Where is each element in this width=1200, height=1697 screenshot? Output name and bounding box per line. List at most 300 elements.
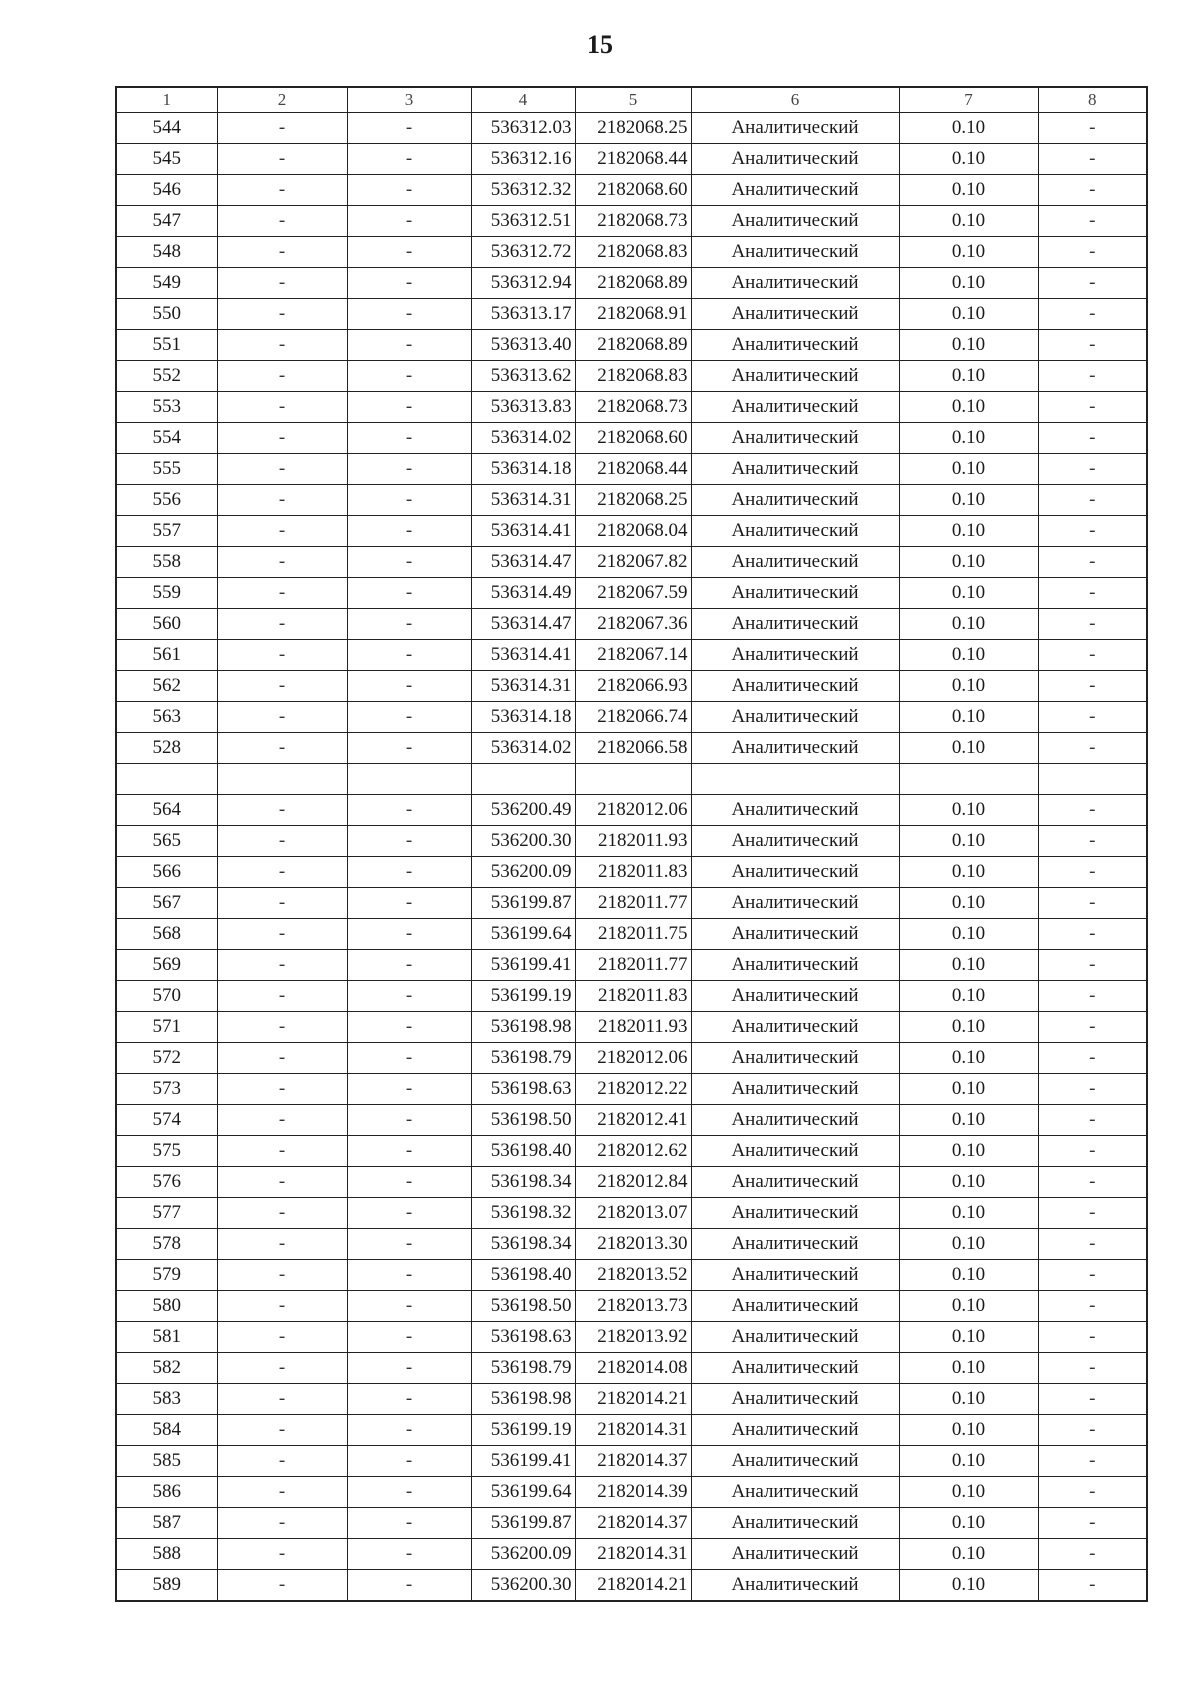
cell-col-8: - xyxy=(1038,392,1147,423)
cell-y-coordinate: 2182068.60 xyxy=(575,175,691,206)
cell-accuracy: 0.10 xyxy=(899,1074,1038,1105)
cell-col-3: - xyxy=(347,1291,471,1322)
cell-col-8: - xyxy=(1038,671,1147,702)
cell-y-coordinate: 2182011.93 xyxy=(575,1012,691,1043)
cell-col-2: - xyxy=(217,1198,347,1229)
table-row xyxy=(116,1446,1147,1477)
header-cell-col-2: 2 xyxy=(217,87,347,113)
cell-y-coordinate: 2182067.59 xyxy=(575,578,691,609)
cell-x-coordinate: 536312.03 xyxy=(471,113,575,144)
cell-method: Аналитический xyxy=(691,671,899,702)
cell-point-number: 548 xyxy=(116,237,217,268)
table-row xyxy=(116,392,1147,423)
cell-y-coordinate: 2182012.06 xyxy=(575,1043,691,1074)
cell-col-8: - xyxy=(1038,361,1147,392)
cell-point-number: 570 xyxy=(116,981,217,1012)
cell-col-8: - xyxy=(1038,1167,1147,1198)
cell-y-coordinate: 2182014.31 xyxy=(575,1415,691,1446)
cell-method: Аналитический xyxy=(691,144,899,175)
cell-accuracy: 0.10 xyxy=(899,1136,1038,1167)
cell-x-coordinate: 536198.40 xyxy=(471,1260,575,1291)
cell-col-2: - xyxy=(217,547,347,578)
cell-y-coordinate: 2182014.21 xyxy=(575,1570,691,1602)
cell-point-number: 558 xyxy=(116,547,217,578)
cell-accuracy: 0.10 xyxy=(899,175,1038,206)
cell-x-coordinate: 536198.50 xyxy=(471,1291,575,1322)
cell-col-3: - xyxy=(347,1508,471,1539)
table-row xyxy=(116,485,1147,516)
cell-col-8: - xyxy=(1038,1074,1147,1105)
cell-x-coordinate: 536314.41 xyxy=(471,640,575,671)
cell-x-coordinate: 536199.19 xyxy=(471,1415,575,1446)
header-cell-col-7: 7 xyxy=(899,87,1038,113)
cell-x-coordinate: 536198.34 xyxy=(471,1167,575,1198)
table-row xyxy=(116,671,1147,702)
cell-method: Аналитический xyxy=(691,454,899,485)
cell-accuracy: 0.10 xyxy=(899,268,1038,299)
cell-x-coordinate: 536200.30 xyxy=(471,826,575,857)
table-row xyxy=(116,1539,1147,1570)
cell-x-coordinate xyxy=(471,764,575,795)
cell-col-3: - xyxy=(347,237,471,268)
table-row xyxy=(116,361,1147,392)
cell-accuracy: 0.10 xyxy=(899,299,1038,330)
table-row xyxy=(116,702,1147,733)
cell-method: Аналитический xyxy=(691,888,899,919)
table-row xyxy=(116,640,1147,671)
cell-col-3: - xyxy=(347,516,471,547)
cell-col-8: - xyxy=(1038,1508,1147,1539)
cell-accuracy: 0.10 xyxy=(899,671,1038,702)
cell-method: Аналитический xyxy=(691,702,899,733)
cell-col-8: - xyxy=(1038,981,1147,1012)
cell-x-coordinate: 536198.79 xyxy=(471,1043,575,1074)
cell-col-8: - xyxy=(1038,1043,1147,1074)
cell-col-8: - xyxy=(1038,268,1147,299)
cell-point-number: 554 xyxy=(116,423,217,454)
cell-y-coordinate: 2182011.83 xyxy=(575,981,691,1012)
cell-col-3: - xyxy=(347,485,471,516)
cell-col-3: - xyxy=(347,547,471,578)
cell-y-coordinate: 2182013.30 xyxy=(575,1229,691,1260)
cell-y-coordinate: 2182066.74 xyxy=(575,702,691,733)
cell-y-coordinate: 2182013.73 xyxy=(575,1291,691,1322)
cell-accuracy: 0.10 xyxy=(899,330,1038,361)
cell-method: Аналитический xyxy=(691,516,899,547)
table-row xyxy=(116,1229,1147,1260)
cell-accuracy xyxy=(899,764,1038,795)
cell-col-3: - xyxy=(347,1105,471,1136)
cell-col-3: - xyxy=(347,1198,471,1229)
cell-accuracy: 0.10 xyxy=(899,1508,1038,1539)
cell-x-coordinate: 536200.09 xyxy=(471,857,575,888)
header-cell-col-3: 3 xyxy=(347,87,471,113)
cell-point-number: 555 xyxy=(116,454,217,485)
cell-col-8: - xyxy=(1038,950,1147,981)
cell-y-coordinate: 2182014.21 xyxy=(575,1384,691,1415)
cell-method: Аналитический xyxy=(691,640,899,671)
cell-col-8: - xyxy=(1038,1322,1147,1353)
cell-y-coordinate: 2182066.58 xyxy=(575,733,691,764)
cell-col-2: - xyxy=(217,1043,347,1074)
cell-accuracy: 0.10 xyxy=(899,206,1038,237)
table-row xyxy=(116,1105,1147,1136)
cell-col-8: - xyxy=(1038,485,1147,516)
cell-point-number: 528 xyxy=(116,733,217,764)
cell-y-coordinate: 2182066.93 xyxy=(575,671,691,702)
cell-col-8: - xyxy=(1038,1384,1147,1415)
cell-method: Аналитический xyxy=(691,1384,899,1415)
cell-method: Аналитический xyxy=(691,1446,899,1477)
cell-accuracy: 0.10 xyxy=(899,857,1038,888)
cell-point-number: 561 xyxy=(116,640,217,671)
cell-point-number: 578 xyxy=(116,1229,217,1260)
cell-col-3: - xyxy=(347,423,471,454)
cell-y-coordinate: 2182068.04 xyxy=(575,516,691,547)
cell-x-coordinate: 536312.72 xyxy=(471,237,575,268)
cell-y-coordinate: 2182014.37 xyxy=(575,1446,691,1477)
cell-y-coordinate: 2182068.25 xyxy=(575,113,691,144)
cell-accuracy: 0.10 xyxy=(899,1291,1038,1322)
cell-accuracy: 0.10 xyxy=(899,1384,1038,1415)
cell-y-coordinate: 2182014.08 xyxy=(575,1353,691,1384)
cell-accuracy: 0.10 xyxy=(899,1353,1038,1384)
cell-col-8: - xyxy=(1038,1415,1147,1446)
cell-col-2: - xyxy=(217,702,347,733)
cell-point-number: 544 xyxy=(116,113,217,144)
cell-x-coordinate: 536198.63 xyxy=(471,1322,575,1353)
cell-col-8: - xyxy=(1038,330,1147,361)
cell-x-coordinate: 536199.64 xyxy=(471,919,575,950)
cell-y-coordinate: 2182068.60 xyxy=(575,423,691,454)
cell-col-2: - xyxy=(217,1260,347,1291)
cell-point-number: 551 xyxy=(116,330,217,361)
cell-col-3: - xyxy=(347,888,471,919)
cell-col-2: - xyxy=(217,113,347,144)
table-row xyxy=(116,1477,1147,1508)
cell-y-coordinate: 2182068.89 xyxy=(575,330,691,361)
cell-col-2: - xyxy=(217,454,347,485)
cell-col-2: - xyxy=(217,392,347,423)
cell-x-coordinate: 536314.41 xyxy=(471,516,575,547)
cell-col-3: - xyxy=(347,1012,471,1043)
cell-method: Аналитический xyxy=(691,1539,899,1570)
cell-col-8: - xyxy=(1038,1012,1147,1043)
cell-x-coordinate: 536198.79 xyxy=(471,1353,575,1384)
table-row xyxy=(116,175,1147,206)
table-row xyxy=(116,237,1147,268)
cell-point-number: 583 xyxy=(116,1384,217,1415)
cell-col-3: - xyxy=(347,950,471,981)
cell-col-3: - xyxy=(347,113,471,144)
cell-accuracy: 0.10 xyxy=(899,1477,1038,1508)
cell-col-2: - xyxy=(217,671,347,702)
cell-y-coordinate: 2182011.77 xyxy=(575,950,691,981)
cell-accuracy: 0.10 xyxy=(899,1043,1038,1074)
cell-col-3: - xyxy=(347,1167,471,1198)
cell-col-8 xyxy=(1038,764,1147,795)
cell-method: Аналитический xyxy=(691,547,899,578)
cell-point-number: 568 xyxy=(116,919,217,950)
cell-col-8: - xyxy=(1038,516,1147,547)
cell-col-3: - xyxy=(347,1353,471,1384)
cell-method: Аналитический xyxy=(691,795,899,826)
cell-method: Аналитический xyxy=(691,237,899,268)
cell-x-coordinate: 536199.87 xyxy=(471,1508,575,1539)
cell-y-coordinate: 2182067.14 xyxy=(575,640,691,671)
cell-accuracy: 0.10 xyxy=(899,640,1038,671)
cell-accuracy: 0.10 xyxy=(899,1415,1038,1446)
cell-point-number: 545 xyxy=(116,144,217,175)
cell-col-8: - xyxy=(1038,206,1147,237)
cell-x-coordinate: 536313.17 xyxy=(471,299,575,330)
cell-point-number: 565 xyxy=(116,826,217,857)
table-row xyxy=(116,1508,1147,1539)
cell-accuracy: 0.10 xyxy=(899,516,1038,547)
cell-y-coordinate: 2182068.83 xyxy=(575,361,691,392)
cell-method: Аналитический xyxy=(691,1074,899,1105)
cell-accuracy: 0.10 xyxy=(899,454,1038,485)
cell-y-coordinate: 2182012.41 xyxy=(575,1105,691,1136)
cell-accuracy: 0.10 xyxy=(899,423,1038,454)
cell-method: Аналитический xyxy=(691,330,899,361)
cell-col-3: - xyxy=(347,1539,471,1570)
cell-x-coordinate: 536314.18 xyxy=(471,454,575,485)
cell-y-coordinate: 2182068.44 xyxy=(575,144,691,175)
cell-col-8: - xyxy=(1038,578,1147,609)
cell-col-3: - xyxy=(347,702,471,733)
cell-y-coordinate: 2182013.07 xyxy=(575,1198,691,1229)
header-cell-col-6: 6 xyxy=(691,87,899,113)
cell-col-3: - xyxy=(347,299,471,330)
cell-col-8: - xyxy=(1038,423,1147,454)
table-row xyxy=(116,113,1147,144)
cell-x-coordinate: 536199.64 xyxy=(471,1477,575,1508)
table-row xyxy=(116,547,1147,578)
cell-y-coordinate: 2182068.83 xyxy=(575,237,691,268)
cell-accuracy: 0.10 xyxy=(899,733,1038,764)
cell-point-number: 562 xyxy=(116,671,217,702)
cell-point-number: 579 xyxy=(116,1260,217,1291)
cell-method: Аналитический xyxy=(691,175,899,206)
cell-method: Аналитический xyxy=(691,919,899,950)
cell-col-2: - xyxy=(217,826,347,857)
cell-accuracy: 0.10 xyxy=(899,1570,1038,1602)
cell-col-3: - xyxy=(347,671,471,702)
cell-col-8: - xyxy=(1038,1136,1147,1167)
cell-x-coordinate: 536314.31 xyxy=(471,671,575,702)
cell-accuracy: 0.10 xyxy=(899,144,1038,175)
cell-col-2: - xyxy=(217,981,347,1012)
cell-method: Аналитический xyxy=(691,1477,899,1508)
cell-x-coordinate: 536198.40 xyxy=(471,1136,575,1167)
cell-method: Аналитический xyxy=(691,857,899,888)
cell-point-number: 571 xyxy=(116,1012,217,1043)
table-row xyxy=(116,826,1147,857)
cell-col-8: - xyxy=(1038,1291,1147,1322)
cell-col-8: - xyxy=(1038,795,1147,826)
cell-point-number: 576 xyxy=(116,1167,217,1198)
cell-method: Аналитический xyxy=(691,1136,899,1167)
cell-y-coordinate: 2182012.62 xyxy=(575,1136,691,1167)
table-row xyxy=(116,578,1147,609)
cell-col-2: - xyxy=(217,888,347,919)
cell-col-8: - xyxy=(1038,919,1147,950)
cell-col-2: - xyxy=(217,144,347,175)
cell-col-8: - xyxy=(1038,1260,1147,1291)
cell-col-2: - xyxy=(217,1167,347,1198)
table-body xyxy=(116,87,1147,1601)
cell-col-2: - xyxy=(217,1105,347,1136)
cell-method: Аналитический xyxy=(691,1353,899,1384)
cell-point-number: 552 xyxy=(116,361,217,392)
table-row xyxy=(116,888,1147,919)
cell-method: Аналитический xyxy=(691,1012,899,1043)
cell-point-number: 574 xyxy=(116,1105,217,1136)
cell-y-coordinate: 2182012.22 xyxy=(575,1074,691,1105)
table-row xyxy=(116,1260,1147,1291)
cell-point-number: 559 xyxy=(116,578,217,609)
cell-col-3: - xyxy=(347,795,471,826)
cell-y-coordinate: 2182011.83 xyxy=(575,857,691,888)
cell-col-8: - xyxy=(1038,454,1147,485)
cell-accuracy: 0.10 xyxy=(899,609,1038,640)
cell-col-8: - xyxy=(1038,640,1147,671)
cell-col-8: - xyxy=(1038,1198,1147,1229)
cell-point-number: 553 xyxy=(116,392,217,423)
cell-col-3: - xyxy=(347,206,471,237)
cell-x-coordinate: 536313.40 xyxy=(471,330,575,361)
cell-col-2: - xyxy=(217,1229,347,1260)
cell-col-3: - xyxy=(347,1415,471,1446)
cell-method xyxy=(691,764,899,795)
table-row xyxy=(116,330,1147,361)
cell-accuracy: 0.10 xyxy=(899,578,1038,609)
header-cell-col-5: 5 xyxy=(575,87,691,113)
cell-method: Аналитический xyxy=(691,578,899,609)
cell-y-coordinate: 2182068.91 xyxy=(575,299,691,330)
cell-x-coordinate: 536198.98 xyxy=(471,1384,575,1415)
cell-accuracy: 0.10 xyxy=(899,547,1038,578)
table-row xyxy=(116,733,1147,764)
cell-method: Аналитический xyxy=(691,361,899,392)
cell-col-3: - xyxy=(347,640,471,671)
cell-method: Аналитический xyxy=(691,206,899,237)
cell-col-2: - xyxy=(217,299,347,330)
cell-method: Аналитический xyxy=(691,1322,899,1353)
cell-point-number: 580 xyxy=(116,1291,217,1322)
cell-accuracy: 0.10 xyxy=(899,237,1038,268)
cell-method: Аналитический xyxy=(691,1570,899,1602)
table-row xyxy=(116,144,1147,175)
cell-col-2: - xyxy=(217,1353,347,1384)
cell-method: Аналитический xyxy=(691,1167,899,1198)
cell-accuracy: 0.10 xyxy=(899,795,1038,826)
cell-method: Аналитический xyxy=(691,981,899,1012)
cell-col-2: - xyxy=(217,1074,347,1105)
cell-method: Аналитический xyxy=(691,1508,899,1539)
cell-point-number: 556 xyxy=(116,485,217,516)
cell-col-2: - xyxy=(217,1291,347,1322)
cell-point-number: 584 xyxy=(116,1415,217,1446)
cell-y-coordinate: 2182014.37 xyxy=(575,1508,691,1539)
cell-point-number: 577 xyxy=(116,1198,217,1229)
table-row xyxy=(116,919,1147,950)
table-row xyxy=(116,1167,1147,1198)
cell-y-coordinate: 2182011.77 xyxy=(575,888,691,919)
cell-method: Аналитический xyxy=(691,268,899,299)
cell-method: Аналитический xyxy=(691,392,899,423)
cell-col-8: - xyxy=(1038,113,1147,144)
cell-method: Аналитический xyxy=(691,1260,899,1291)
cell-x-coordinate: 536198.63 xyxy=(471,1074,575,1105)
cell-method: Аналитический xyxy=(691,423,899,454)
cell-point-number: 587 xyxy=(116,1508,217,1539)
cell-col-2: - xyxy=(217,1446,347,1477)
cell-y-coordinate: 2182068.73 xyxy=(575,206,691,237)
cell-col-3: - xyxy=(347,1074,471,1105)
cell-method: Аналитический xyxy=(691,950,899,981)
cell-x-coordinate: 536199.41 xyxy=(471,950,575,981)
cell-y-coordinate: 2182013.52 xyxy=(575,1260,691,1291)
cell-col-8: - xyxy=(1038,609,1147,640)
cell-col-2: - xyxy=(217,950,347,981)
cell-col-3: - xyxy=(347,1446,471,1477)
cell-col-8: - xyxy=(1038,826,1147,857)
cell-col-2: - xyxy=(217,1508,347,1539)
cell-col-3: - xyxy=(347,1570,471,1602)
cell-y-coordinate: 2182011.75 xyxy=(575,919,691,950)
cell-col-8: - xyxy=(1038,733,1147,764)
cell-col-2: - xyxy=(217,578,347,609)
cell-col-8: - xyxy=(1038,299,1147,330)
cell-col-8: - xyxy=(1038,144,1147,175)
cell-col-3: - xyxy=(347,268,471,299)
cell-x-coordinate: 536314.02 xyxy=(471,423,575,454)
table-row xyxy=(116,950,1147,981)
table-row xyxy=(116,795,1147,826)
cell-x-coordinate: 536312.16 xyxy=(471,144,575,175)
table-row xyxy=(116,423,1147,454)
cell-col-8: - xyxy=(1038,1105,1147,1136)
table-row xyxy=(116,1043,1147,1074)
header-cell-col-4: 4 xyxy=(471,87,575,113)
table-row xyxy=(116,299,1147,330)
cell-col-2: - xyxy=(217,1477,347,1508)
cell-col-3: - xyxy=(347,330,471,361)
cell-point-number: 563 xyxy=(116,702,217,733)
table-row xyxy=(116,609,1147,640)
cell-col-3 xyxy=(347,764,471,795)
cell-point-number: 586 xyxy=(116,1477,217,1508)
cell-method: Аналитический xyxy=(691,485,899,516)
cell-col-8: - xyxy=(1038,547,1147,578)
cell-col-2: - xyxy=(217,485,347,516)
cell-accuracy: 0.10 xyxy=(899,485,1038,516)
cell-point-number: 589 xyxy=(116,1570,217,1602)
cell-col-3: - xyxy=(347,392,471,423)
cell-x-coordinate: 536314.31 xyxy=(471,485,575,516)
table-row xyxy=(116,1012,1147,1043)
cell-point-number: 546 xyxy=(116,175,217,206)
cell-x-coordinate: 536312.32 xyxy=(471,175,575,206)
cell-x-coordinate: 536312.94 xyxy=(471,268,575,299)
cell-col-8: - xyxy=(1038,1539,1147,1570)
cell-method: Аналитический xyxy=(691,1415,899,1446)
cell-col-3: - xyxy=(347,361,471,392)
cell-method: Аналитический xyxy=(691,1198,899,1229)
cell-point-number: 549 xyxy=(116,268,217,299)
